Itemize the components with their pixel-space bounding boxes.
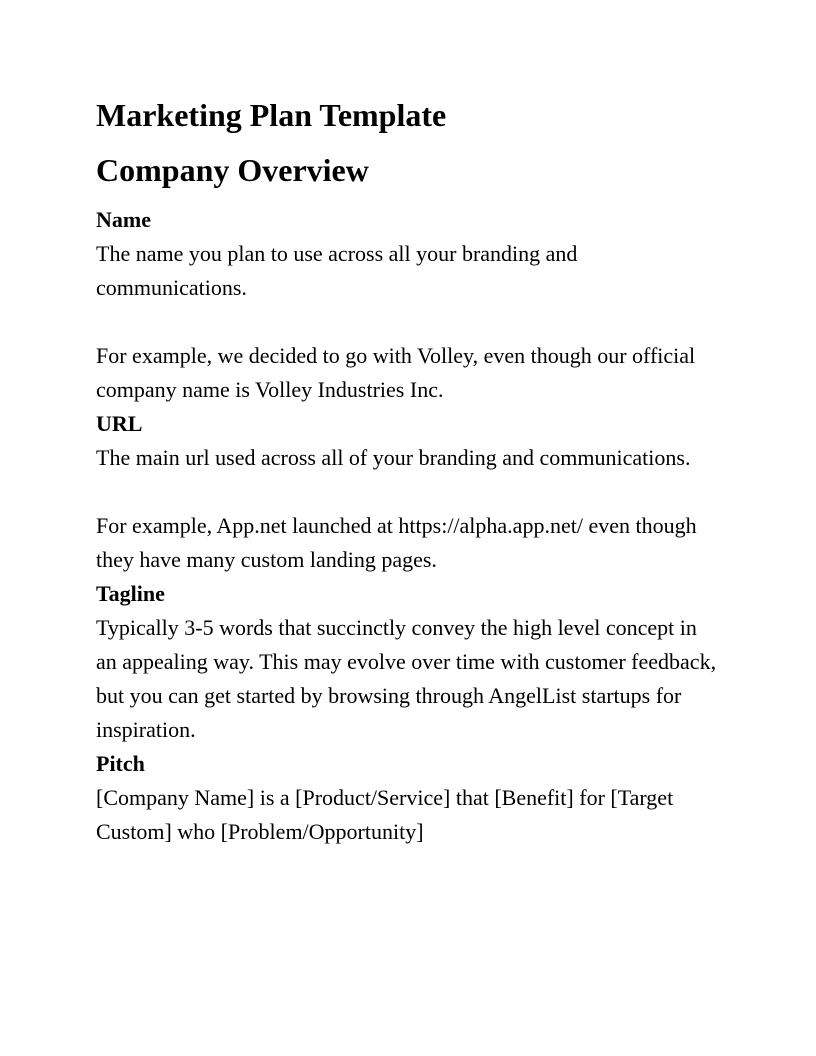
paragraph-spacer <box>96 475 720 509</box>
angellist-link[interactable]: AngelList <box>488 683 577 708</box>
section-pitch-template: [Company Name] is a [Product/Service] that [Benefit] for [Target Custom] who [Problem/Opportunity] <box>96 785 674 844</box>
paragraph-spacer <box>96 305 720 339</box>
section-name <box>96 203 720 407</box>
document-subtitle: Company Overview <box>96 152 369 188</box>
section-pitch <box>96 747 720 849</box>
section-url-description: The main url used across all of your branding and communications. <box>96 445 691 470</box>
section-tagline <box>96 577 720 747</box>
section-heading-tagline: Tagline <box>96 581 165 606</box>
section-heading-name: Name <box>96 207 151 232</box>
example-url-link[interactable]: https://alpha.app.net/ <box>398 513 583 538</box>
section-heading-url: URL <box>96 411 143 436</box>
section-tagline-prefix: Typically 3-5 words that succinctly convey the high level concept in an appealing way. This may evolve over time with customer feedback, but you can get started by browsing through <box>96 615 717 708</box>
section-name-example: For example, we decided to go with Volley, even though our official company name is Volley Industries Inc. <box>96 343 696 402</box>
section-tagline-suffix: startups for inspiration. <box>96 683 682 742</box>
section-tagline-description <box>96 611 720 747</box>
section-name-description: The name you plan to use across all your branding and communications. <box>96 241 578 300</box>
section-url-example-prefix: For example, App.net launched at <box>96 513 399 538</box>
document-title: Marketing Plan Template <box>96 97 447 133</box>
section-url <box>96 407 720 577</box>
section-url-example-suffix: even though they have many custom landing pages. <box>96 513 697 572</box>
section-heading-pitch: Pitch <box>96 751 145 776</box>
section-url-example <box>96 509 720 577</box>
